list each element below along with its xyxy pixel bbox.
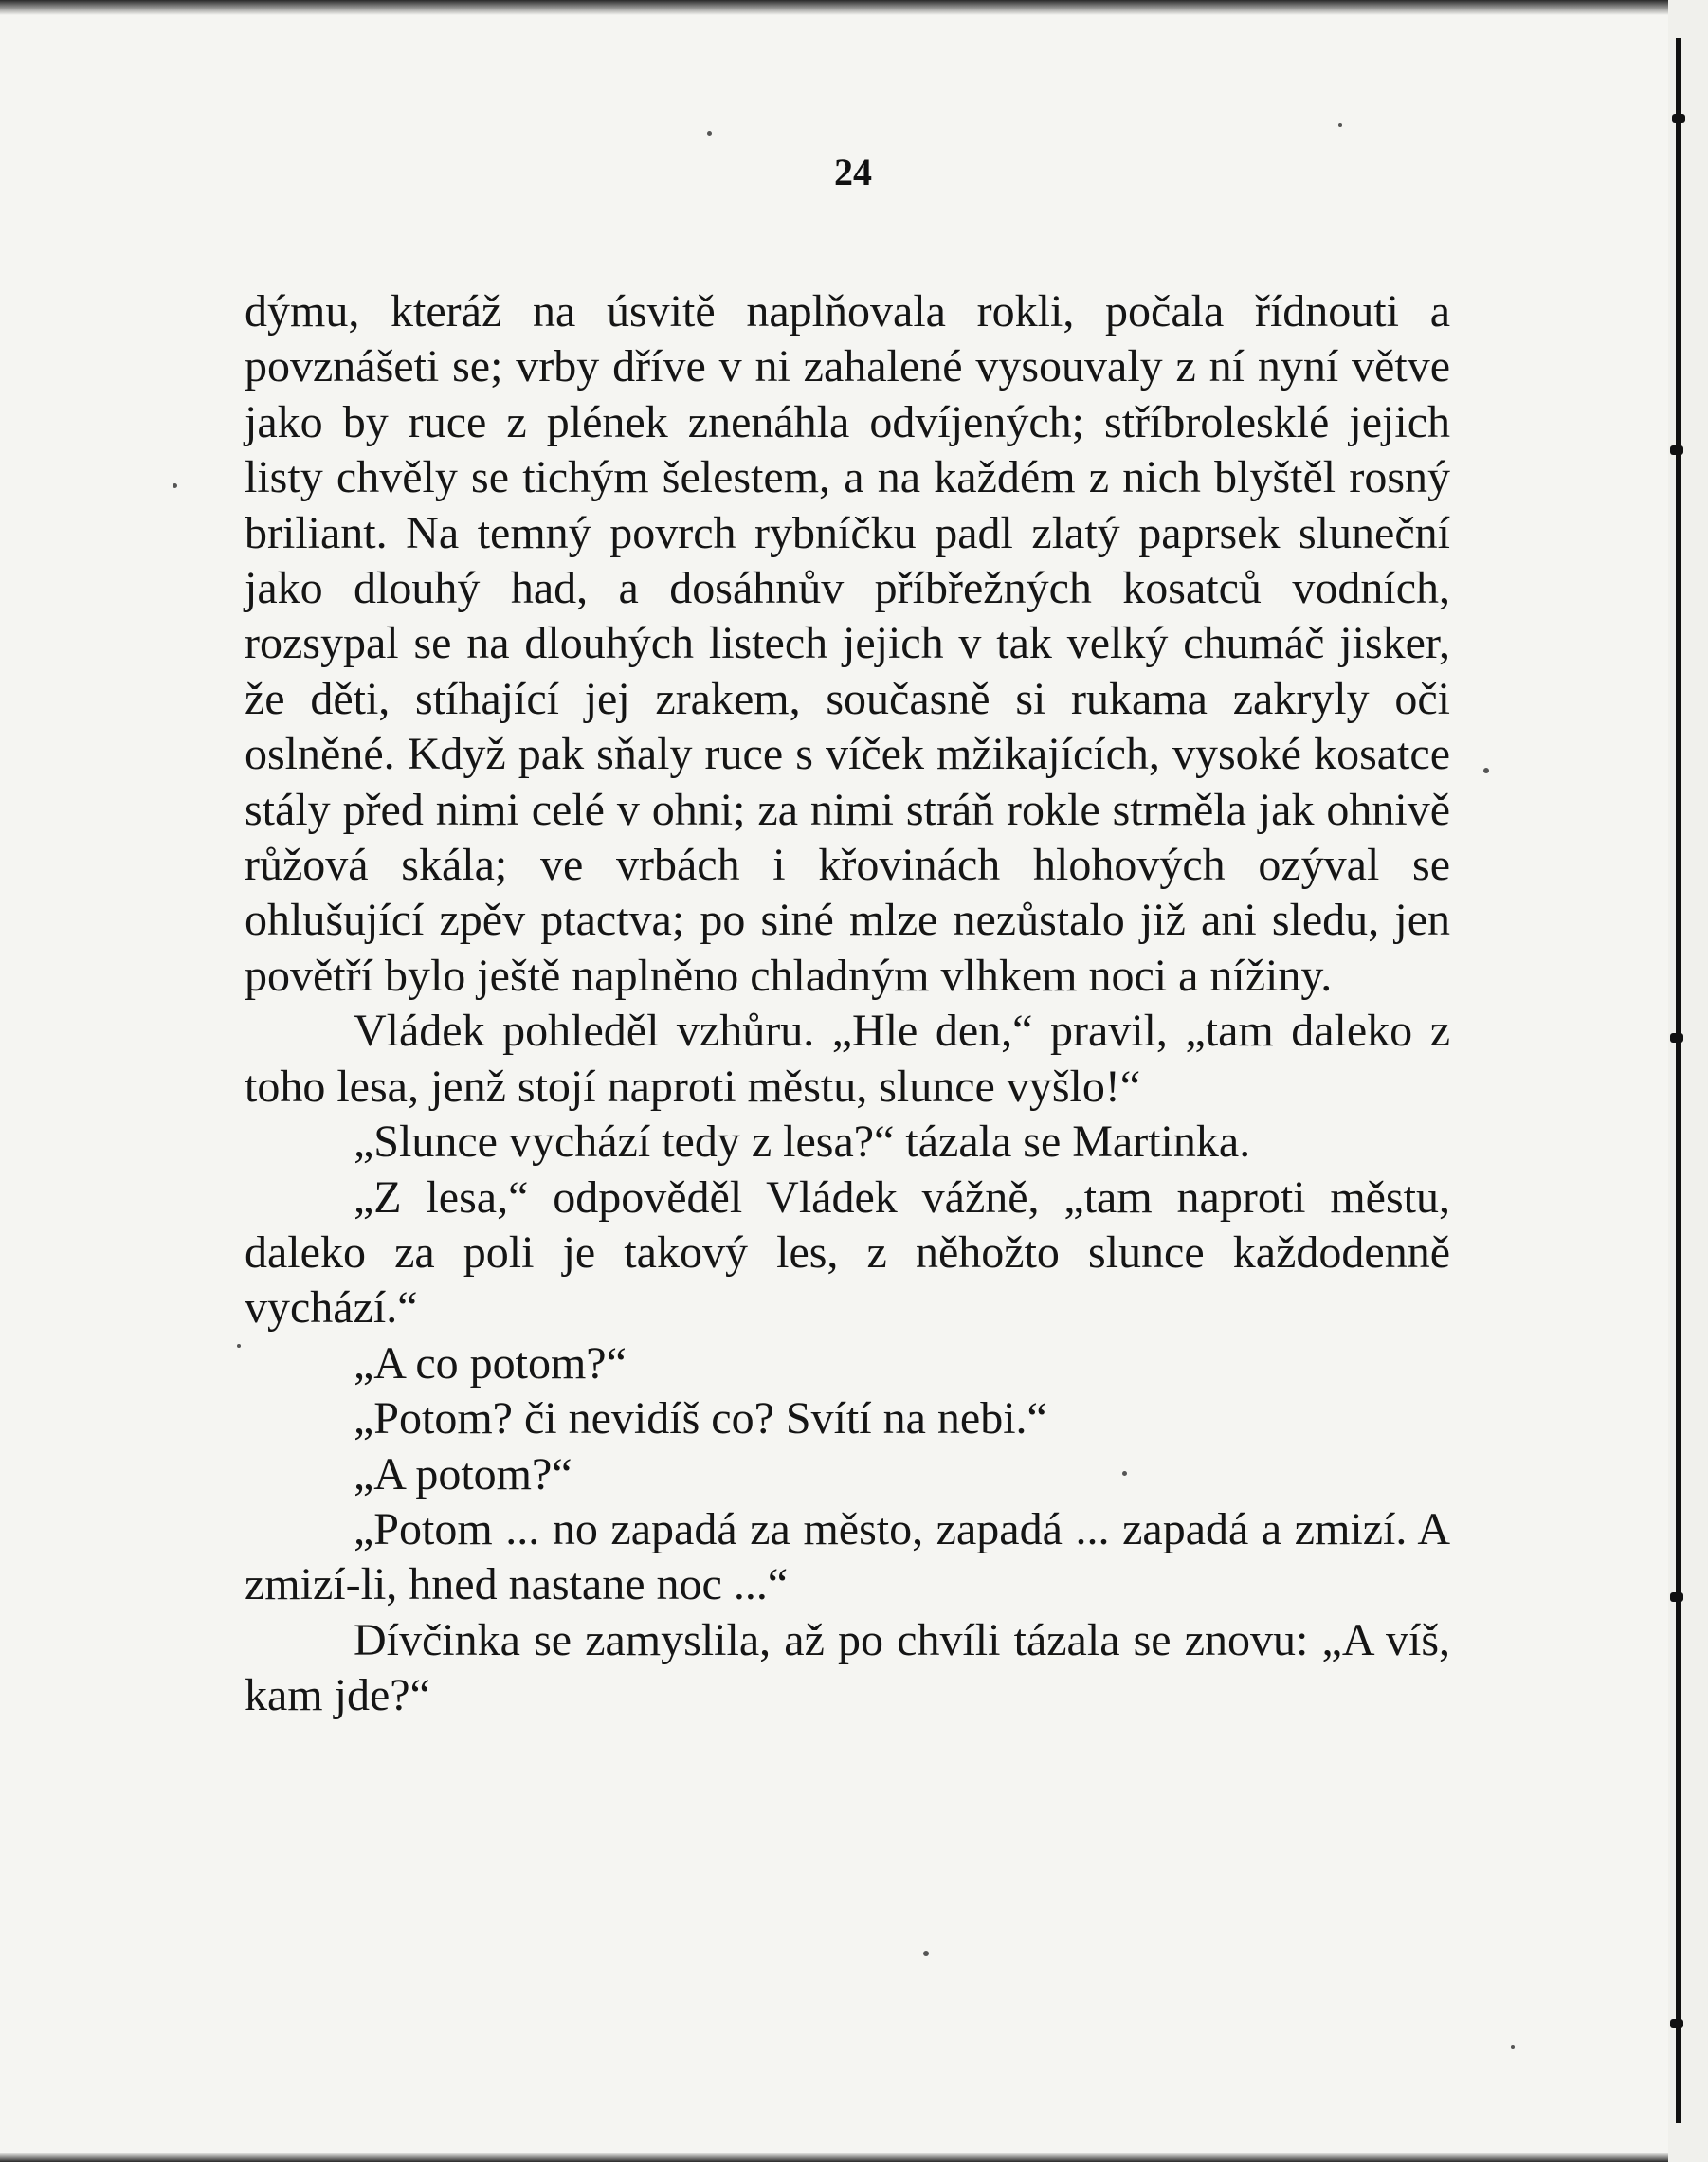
paper-speck xyxy=(237,1344,241,1348)
binding-thread xyxy=(1676,38,1681,2123)
paragraph: „Slunce vychází tedy z lesa?“ tázala se Martinka. xyxy=(354,1117,1251,1168)
binding-stitch xyxy=(1670,1592,1683,1602)
paper-speck xyxy=(1483,768,1489,773)
page-number: 24 xyxy=(834,151,872,193)
binding-stitch xyxy=(1670,2019,1683,2028)
paper-speck xyxy=(1338,123,1342,127)
paragraph: „Potom ... no zapadá za město, zapadá ... zapadá a zmizí. A zmizí-li, hned nastane noc ...“ xyxy=(245,1503,1450,1610)
paragraph: dýmu, kteráž na úsvitě naplňovala rokli, počala řídnouti a povznášeti se; vrby dříve v ni zahalené vysouvaly z ní nyní větve jako by ruce z plének znenáhla odvíjených; stříbrolesklé jejich listy chvěly se tichým šelestem, a na každém z nich blyštěl rosný briliant. Na temný povrch rybníčku padl zlatý paprsek sluneční jako dlouhý had, a dosáhnův příbřežných kosatců vodních, rozsypal se na dlouhých listech jejich v tak velký chumáč jisker, že děti, stíhající jej zrakem, současně si rukama zakryly oči oslněné. Když pak sňaly ruce s víček mžikajících, vysoké kosatce stály před nimi celé v ohni; za nimi stráň rokle strměla jak ohnivě růžová skála; ve vrbách i křovinách hlohových ozýval se ohlušující zpěv ptactva; po siné mlze nezůstalo již ani sledu, jen povětří bylo ještě naplněno chladným vlhkem noci a nížiny. xyxy=(245,286,1450,1001)
paper-speck xyxy=(923,1951,929,1956)
page-top-edge xyxy=(0,0,1668,15)
paragraph: Vládek pohleděl vzhůru. „Hle den,“ pravil, „tam daleko z toho lesa, jenž stojí naproti městu, slunce vyšlo!“ xyxy=(245,1006,1450,1112)
paper-speck xyxy=(173,483,177,488)
body-text xyxy=(245,284,1450,1724)
binding-stitch xyxy=(1670,445,1683,455)
paper-speck xyxy=(707,131,712,136)
paragraph: „A potom?“ xyxy=(354,1448,572,1499)
page-bottom-edge xyxy=(0,2153,1668,2162)
binding-stitch xyxy=(1670,1033,1683,1043)
paper-speck xyxy=(1511,2045,1515,2049)
paragraph: „A co potom?“ xyxy=(354,1337,627,1389)
paragraph: „Z lesa,“ odpověděl Vládek vážně, „tam naproti městu, daleko za poli je takový les, z něhožto slunce každodenně vychází.“ xyxy=(245,1172,1450,1334)
paragraph: „Potom? či nevidíš co? Svítí na nebi.“ xyxy=(354,1393,1047,1444)
binding-stitch xyxy=(1672,114,1685,123)
paragraph: Dívčinka se zamyslila, až po chvíli tázala se znovu: „A víš, kam jde?“ xyxy=(245,1614,1450,1721)
book-spine xyxy=(1668,0,1708,2162)
